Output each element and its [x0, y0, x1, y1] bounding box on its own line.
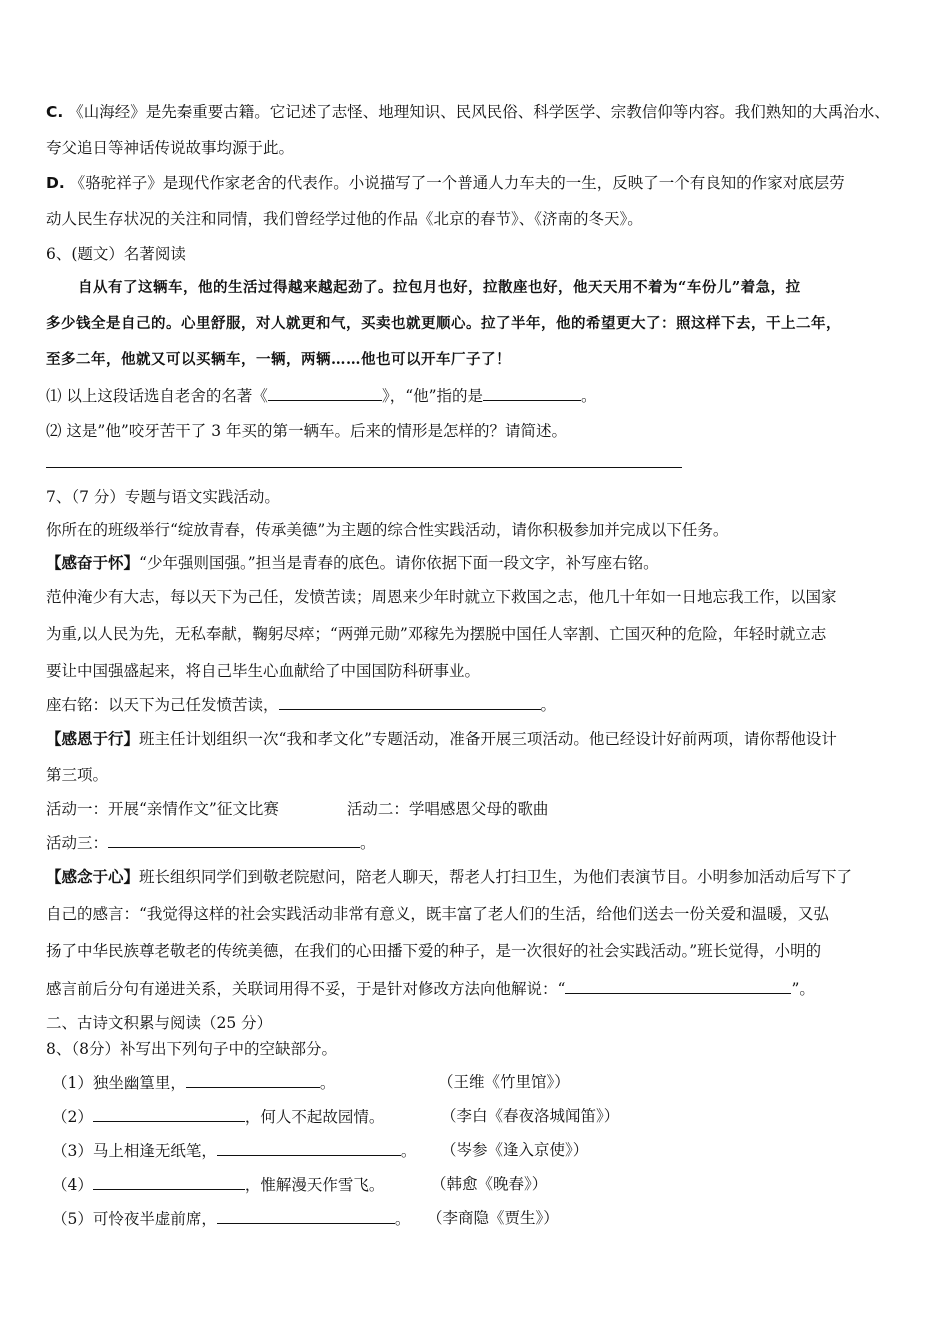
q7-para-line3: 要让中国强盛起来，将自己毕生心血献给了中国国防科研事业。 — [46, 662, 481, 680]
q8-item-4-source: （韩愈《晚春》） — [431, 1175, 548, 1193]
q7-part1-tag: 【感奋于怀】 — [46, 553, 140, 572]
q7-part2-tag: 【感恩于行】 — [46, 729, 140, 748]
q8-item-2-num: （2） — [52, 1108, 93, 1126]
q7-part3-line4-text: 感言前后分句有递进关系，关联词用得不妥，于是针对修改方法向他解说：“ — [46, 980, 566, 998]
q8-item-2-source: （李白《春夜洛城闻笛》） — [441, 1107, 620, 1125]
q7-part3-tag: 【感念于心】 — [46, 867, 140, 886]
option-d-label: D. — [46, 174, 65, 192]
q8-item-2-blank[interactable] — [93, 1106, 245, 1122]
q7-part3-line4 — [46, 978, 815, 999]
q7-activity3 — [46, 832, 376, 853]
option-d-text: 《骆驼祥子》是现代作家老舍的代表作。小说描写了一个普通人力车夫的一生，反映了一个有良知的作家对底层劳 — [69, 174, 845, 192]
q6-passage-line3: 至多二年，他就又可以买辆车，一辆，两辆……他也可以开车厂子了！ — [46, 351, 511, 368]
q6-answer-line[interactable] — [46, 467, 682, 468]
q8-item-5 — [52, 1208, 410, 1229]
q8-item-5-source: （李商隐《贾生》） — [427, 1209, 559, 1227]
q7-part3-line1 — [46, 867, 852, 887]
q7-part2-text: 班主任计划组织一次“我和孝文化”专题活动，准备开展三项活动。他已经设计好前两项，请你帮他设计 — [139, 730, 837, 748]
q8-item-4 — [52, 1174, 384, 1195]
q8-item-5-blank[interactable] — [217, 1208, 395, 1224]
q8-item-2-after: ，何人不起故园情。 — [244, 1108, 385, 1126]
q8-item-3 — [52, 1140, 416, 1161]
q6-sub1-text-a: ⑴ 以上这段话选自老舍的名著《 — [46, 387, 268, 405]
q7-motto-text: 座右铭：以天下为己任发愤苦读， — [46, 696, 279, 714]
q6-sub2: ⑵ 这是”他”咬牙苦干了 3 年买的第一辆车。后来的情形是怎样的？请简述。 — [46, 422, 567, 440]
q7-part2-line1 — [46, 729, 837, 749]
q7-activities — [46, 799, 548, 819]
q6-sub1-text-c: 。 — [581, 387, 597, 405]
q7-part1 — [46, 553, 659, 573]
q7-para-line1: 范仲淹少有大志，每以天下为己任，发愤苦读；周恩来少年时就立下救国之志，他几十年如一日地忘我工作，以国家 — [46, 588, 837, 606]
q6-sub1-text-b: 》，“他”指的是 — [381, 387, 484, 405]
q8-item-5-num: （5） — [52, 1210, 93, 1228]
q6-passage-line2: 多少钱全是自己的。心里舒服，对人就更和气，买卖也就更顺心。拉了半年，他的希望更大了：照这样下去，干上二年， — [46, 315, 841, 332]
q8-item-1-source: （王维《竹里馆》） — [438, 1073, 570, 1091]
q8-item-1-blank[interactable] — [186, 1072, 320, 1088]
option-c-line1 — [46, 102, 890, 122]
q7-activity3-blank[interactable] — [108, 832, 360, 848]
q7-motto-blank[interactable] — [279, 694, 541, 710]
q8-item-3-num: （3） — [52, 1142, 93, 1160]
q8-item-5-after: 。 — [394, 1210, 411, 1228]
q8-item-2 — [52, 1106, 384, 1127]
option-c-label: C. — [46, 103, 64, 121]
q8-item-3-after: 。 — [400, 1142, 417, 1160]
option-d-line2: 动人民生存状况的关注和同情，我们曾经学过他的作品《北京的春节》、《济南的冬天》。 — [46, 210, 643, 228]
option-c-text: 《山海经》是先秦重要古籍。它记述了志怪、地理知识、民风民俗、科学医学、宗教信仰等内容。我们熟知的大禹治水、 — [68, 103, 890, 121]
q8-item-1-after: 。 — [319, 1074, 336, 1092]
q7-motto-end: 。 — [540, 696, 557, 714]
q7-part2-line2: 第三项。 — [46, 766, 109, 784]
q6-sub1 — [46, 385, 597, 406]
q8-item-3-source: （岑参《逢入京使》） — [441, 1141, 589, 1159]
q6-he-refers-blank[interactable] — [483, 385, 581, 401]
q8-item-1-num: （1） — [52, 1074, 93, 1092]
q6-passage-line1: 自从有了这辆车，他的生活过得越来越起劲了。拉包月也好，拉散座也好，他天天用不着为“车份儿”着急，拉 — [78, 279, 801, 296]
q7-part3-line2: 自己的感言：“我觉得这样的社会实践活动非常有意义，既丰富了老人们的生活，给他们送去一份关爱和温暖，又弘 — [46, 905, 829, 923]
q6-title: 6、(题文）名著阅读 — [46, 245, 186, 263]
q7-motto — [46, 694, 556, 715]
q6-book-title-blank[interactable] — [268, 385, 382, 401]
q7-activity3-end: 。 — [360, 834, 376, 852]
q8-item-4-blank[interactable] — [93, 1174, 245, 1190]
option-c-line2: 夸父追日等神话传说故事均源于此。 — [46, 139, 295, 157]
option-d-line1 — [46, 173, 845, 193]
q8-item-5-before: 可怜夜半虚前席， — [92, 1210, 217, 1228]
q7-part3-text: 班长组织同学们到敬老院慰问，陪老人聊天，帮老人打扫卫生，为他们表演节目。小明参加活动后写下了 — [139, 868, 853, 886]
q8-item-1 — [52, 1072, 335, 1093]
q8-title: 8、（8分）补写出下列句子中的空缺部分。 — [46, 1040, 337, 1058]
section2-title: 二、古诗文积累与阅读（25 分） — [46, 1014, 273, 1032]
q8-item-4-after: ，惟解漫天作雪飞。 — [244, 1176, 385, 1194]
q7-intro: 你所在的班级举行“绽放青春，传承美德”为主题的综合性实践活动，请你积极参加并完成以下任务。 — [46, 521, 729, 539]
q7-title: 7、（7 分）专题与语文实践活动。 — [46, 488, 280, 506]
q7-activity1: 活动一：开展“亲情作文”征文比赛 — [46, 800, 279, 818]
q7-explanation-blank[interactable] — [565, 978, 791, 994]
q8-item-3-before: 马上相逢无纸笔， — [92, 1142, 217, 1160]
q8-item-1-before: 独坐幽篁里， — [92, 1074, 186, 1092]
q8-item-3-blank[interactable] — [217, 1140, 401, 1156]
q8-item-4-num: （4） — [52, 1176, 93, 1194]
q7-para-line2: 为重,以人民为先，无私奉献，鞠躬尽瘁；“两弹元勋”邓稼先为摆脱中国任人宰割、亡国灭种的危险，年轻时就立志 — [46, 625, 827, 643]
q7-activity3-label: 活动三： — [46, 834, 109, 852]
q7-part1-text: “少年强则国强。”担当是青春的底色。请你依据下面一段文字，补写座右铭。 — [139, 554, 659, 572]
q7-activity2: 活动二：学唱感恩父母的歌曲 — [346, 800, 549, 818]
q7-part3-line3: 扬了中华民族尊老敬老的传统美德，在我们的心田播下爱的种子，是一次很好的社会实践活动。”班长觉得，小明的 — [46, 942, 822, 960]
q7-part3-line4-end: ”。 — [791, 980, 815, 998]
